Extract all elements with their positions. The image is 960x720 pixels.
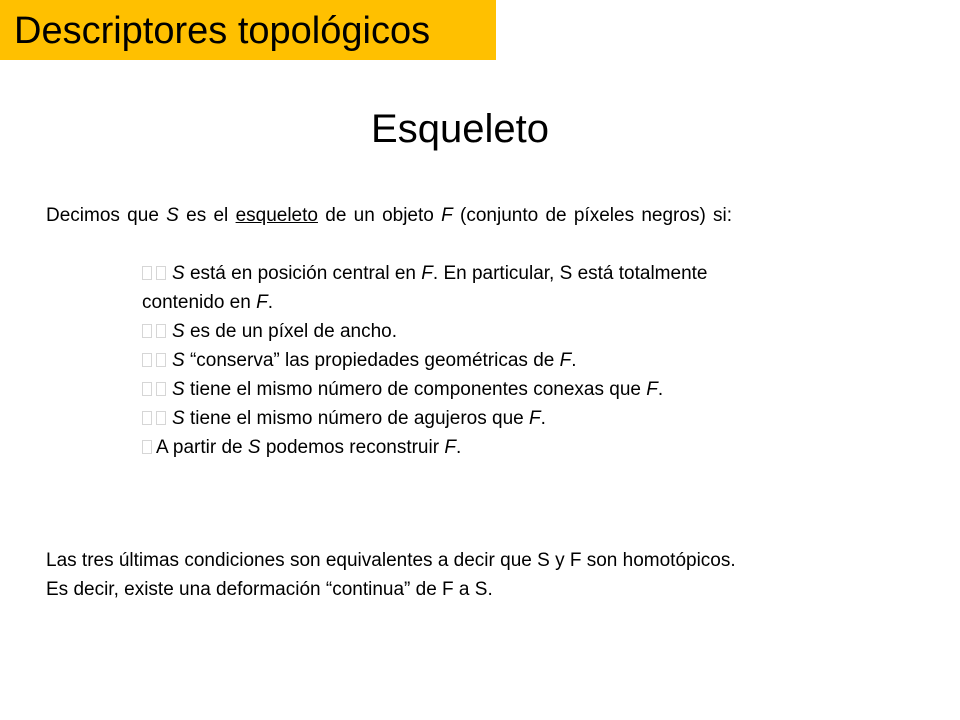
condition-item — [142, 317, 902, 346]
condition-item — [142, 259, 902, 317]
missing-glyph-icon — [142, 353, 152, 367]
cond-var: F — [421, 263, 433, 284]
intro-var-s: S — [166, 205, 179, 226]
condition-item — [142, 433, 902, 462]
cond-text: podemos reconstruir — [260, 437, 445, 458]
missing-glyph-icon — [156, 266, 166, 280]
cond-text: . — [657, 379, 664, 400]
intro-part3: de un objeto — [317, 205, 442, 226]
cond-var: S — [172, 321, 185, 342]
cond-text: . — [455, 437, 462, 458]
missing-glyph-icon — [142, 266, 152, 280]
cond-var: S — [172, 263, 185, 284]
cond-text: tiene el mismo número de componentes conexas que — [184, 379, 647, 400]
cond-var: F — [529, 408, 541, 429]
intro-part2: es el — [178, 205, 236, 226]
cond-text: “conserva” las propiedades geométricas de — [184, 350, 560, 371]
slide-title: Descriptores topológicos — [14, 10, 431, 52]
cond-var: S — [172, 408, 185, 429]
cond-var: F — [646, 379, 658, 400]
closing-line-1: Las tres últimas condiciones son equivalentes a decir que S y F son homotópicos. — [46, 550, 736, 571]
missing-glyph-icon — [142, 411, 152, 425]
intro-text — [46, 204, 732, 228]
condition-item — [142, 346, 902, 375]
cond-var: S — [247, 437, 261, 458]
condition-item — [142, 404, 902, 433]
cond-text: contenido en — [142, 292, 257, 313]
title-banner — [0, 0, 496, 60]
missing-glyph-icon — [156, 324, 166, 338]
cond-text: A partir de — [156, 437, 248, 458]
cond-text: está en posición central en — [184, 263, 422, 284]
missing-glyph-icon — [142, 440, 152, 454]
cond-text: . — [540, 408, 546, 429]
cond-var: S — [172, 350, 185, 371]
cond-text: . — [267, 292, 273, 313]
missing-glyph-icon — [156, 411, 166, 425]
cond-var: S — [172, 379, 185, 400]
cond-text: es de un píxel de ancho. — [184, 321, 398, 342]
cond-var: F — [256, 292, 268, 313]
intro-part1: Decimos que — [46, 205, 167, 226]
missing-glyph-icon — [156, 353, 166, 367]
intro-part4: (conjunto de píxeles negros) si: — [452, 205, 733, 226]
missing-glyph-icon — [156, 382, 166, 396]
cond-text: . — [571, 350, 577, 371]
conditions-list — [142, 259, 902, 462]
missing-glyph-icon — [142, 324, 152, 338]
cond-var: F — [559, 350, 572, 371]
condition-item — [142, 375, 902, 404]
condition-continuation — [142, 288, 902, 317]
slide-subtitle: Esqueleto — [371, 107, 549, 151]
cond-var: F — [444, 437, 456, 458]
intro-var-f: F — [441, 205, 453, 226]
cond-text: tiene el mismo número de agujeros que — [184, 408, 529, 429]
closing-paragraph — [46, 546, 736, 604]
cond-text: . En particular, S está totalmente — [432, 263, 708, 284]
intro-esqueleto-term: esqueleto — [235, 205, 318, 226]
closing-line-2: Es decir, existe una deformación “continua” de F a S. — [46, 579, 493, 600]
missing-glyph-icon — [142, 382, 152, 396]
